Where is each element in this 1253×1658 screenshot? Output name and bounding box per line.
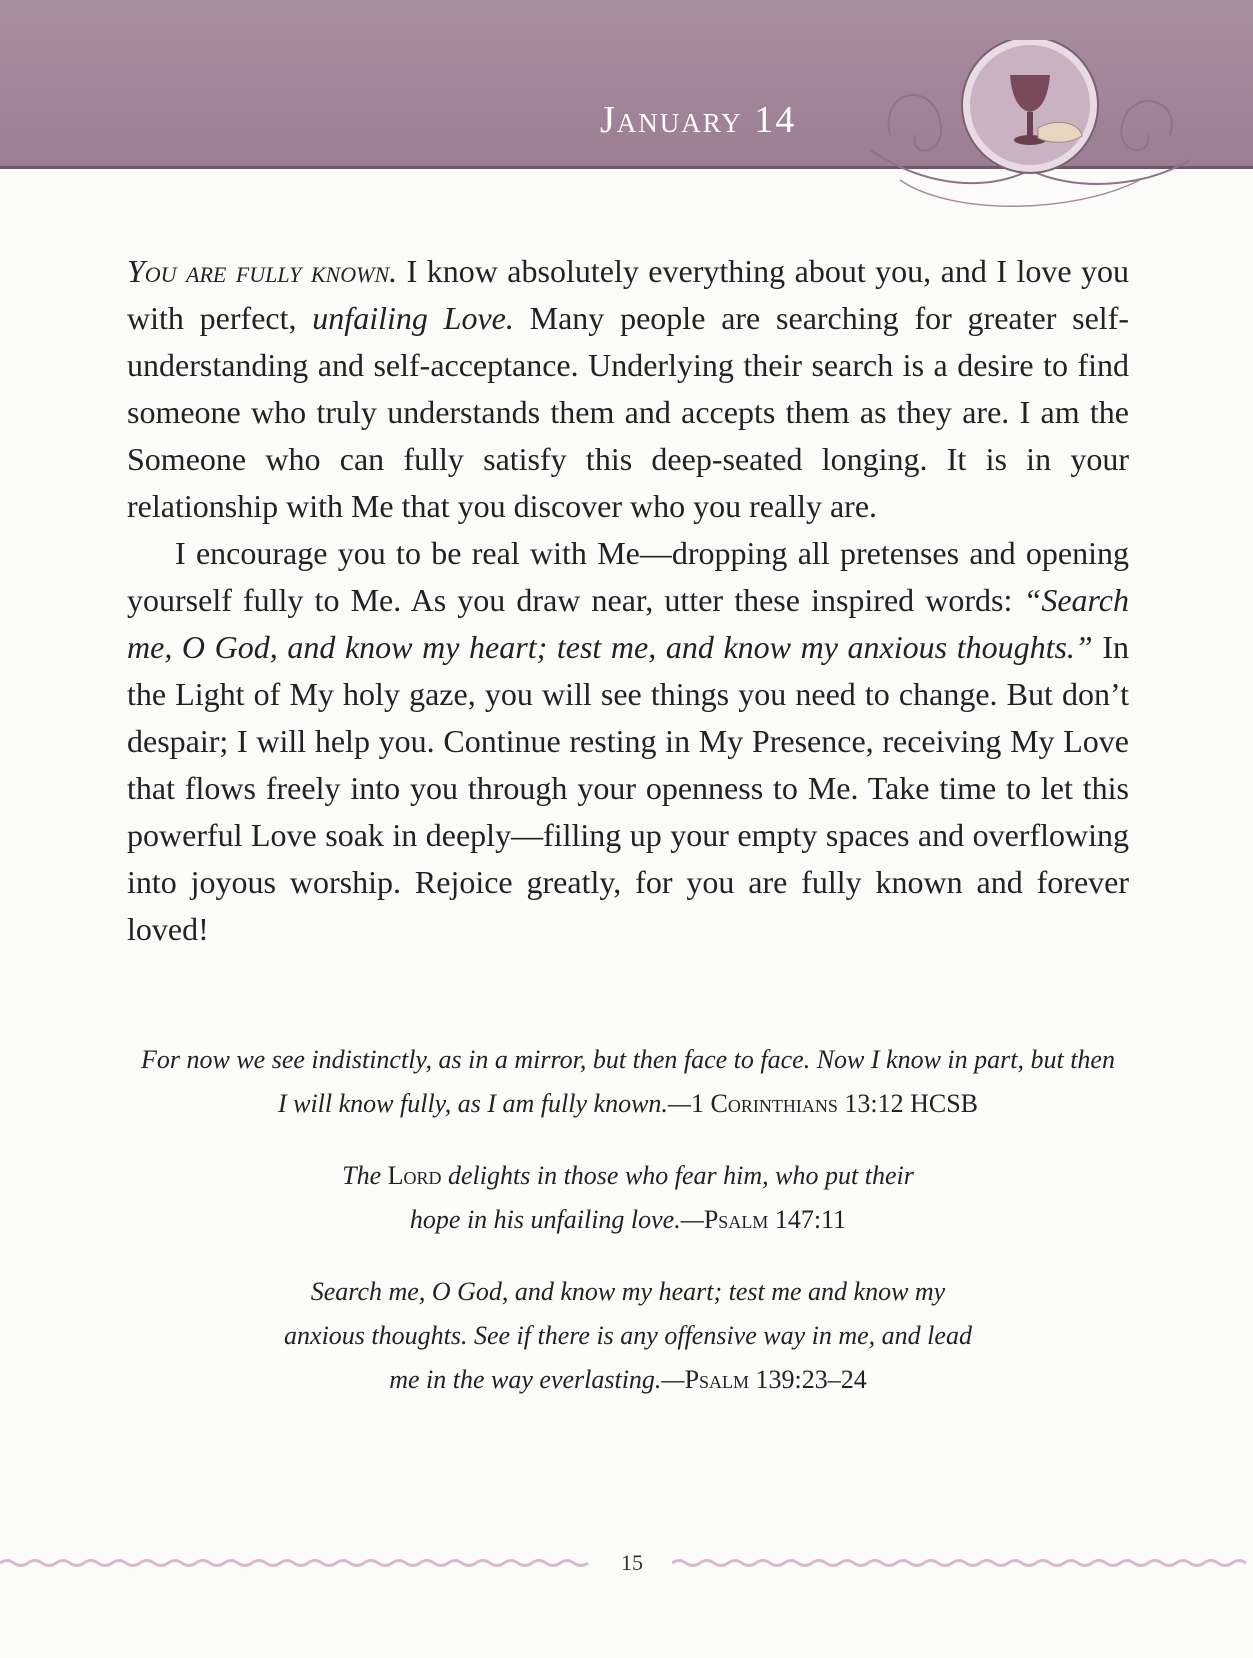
lead-in: You are fully known. [127, 253, 398, 289]
footer-rule-right [672, 1558, 1253, 1568]
devotional-text [127, 248, 1129, 953]
verse-1: For now we see indistinctly, as in a mirror, but then face to face. Now I know in part, but then I will know fully, as I am fully known.—1 Corinthians 13:12 HCSB [141, 1045, 1115, 1118]
verse-2: The Lord delights in those who fear him, who put their hope in his unfailing love.—Psalm 147:11 [342, 1161, 914, 1234]
chalice-and-bread-icon [870, 40, 1190, 230]
page-number: 15 [621, 1550, 643, 1575]
scripture-verses [127, 1038, 1129, 1430]
verse-3: Search me, O God, and know my heart; test me and know my anxious thoughts. See if there is any offensive way in me, and lead me in the way everlasting.—Psalm 139:23–24 [284, 1277, 972, 1394]
paragraph-2: I encourage you to be real with Me—dropping all pretenses and opening yourself fully to Me. As you draw near, utter these inspired words: “Search me, O God, and know my heart; test me, and know my anxious thoughts.” In the Light of My holy gaze, you will see things you need to change. But don’t despair; I will help you. Continue resting in My Presence, receiving My Love that flows freely into you through your openness to Me. Take time to let this powerful Love soak in deeply—filling up your empty spaces and overflowing into joyous worship. Rejoice greatly, for you are fully known and forever loved! [127, 535, 1130, 947]
page-title: January 14 [600, 99, 797, 141]
paragraph-1: You are fully known. I know absolutely everything about you, and I love you with perfect, unfailing Love. Many people are searching for greater self-understanding and self-acceptance. Underlying their search is a desire to find someone who truly understands them and accepts them as they are. I am the Someone who can fully satisfy this deep-seated longing. It is in your relationship with Me that you discover who you really are. [127, 253, 1130, 524]
footer-rule-left [0, 1558, 590, 1568]
